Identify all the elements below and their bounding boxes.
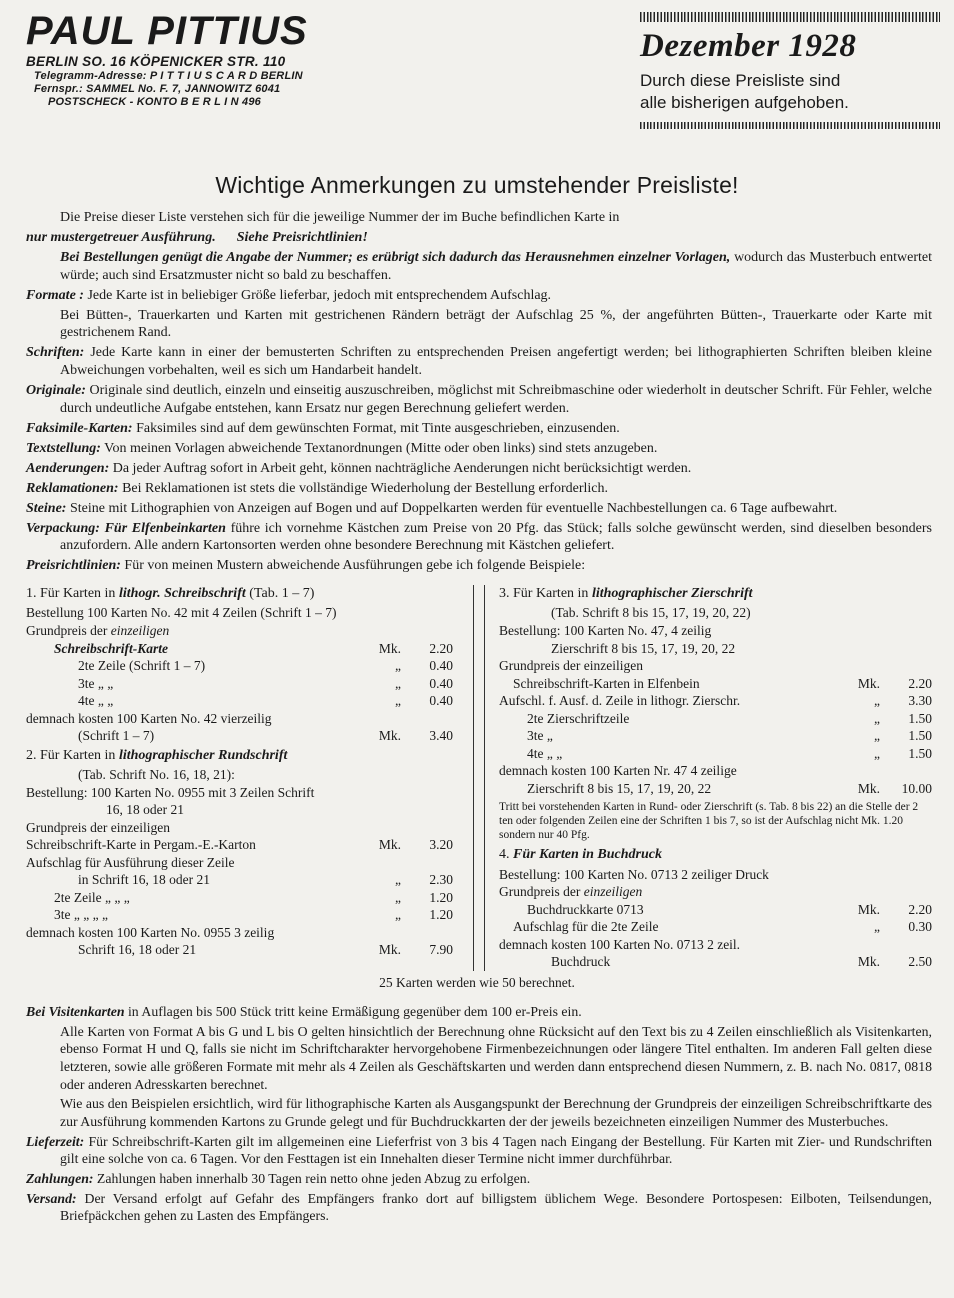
- example-1-row-0-amt: 2.20: [429, 640, 454, 656]
- note-preisrichtlinien-lead: Preisrichtlinien:: [26, 558, 121, 574]
- note-preisrichtlinien: [26, 557, 932, 575]
- example-3-total-sub: Zierschrift 8 bis 15, 17, 19, 20, 22: [527, 780, 712, 796]
- note-aenderungen-rest: Da jeder Auftrag sofort in Arbeit geht, können nachträgliche Aenderungen nicht berücksichtigt werden.: [109, 460, 692, 476]
- example-4-row: [499, 901, 932, 919]
- issue-block: [640, 12, 940, 129]
- example-3-heading-italic: lithographischer Zierschrift: [591, 586, 753, 602]
- pricing-examples: [0, 585, 954, 971]
- example-4-total-label: demnach kosten 100 Karten No. 0713 2 zeil.: [499, 936, 741, 952]
- note-faksimile: [26, 420, 932, 438]
- example-2-row: [26, 836, 453, 854]
- intro-line-2: [26, 229, 932, 247]
- example-4-row-1-label: Aufschlag für die 2te Zeile: [513, 919, 659, 935]
- intro-italic: nur mustergetreuer Ausführung.: [26, 229, 216, 245]
- example-1-row-2-cur: „: [395, 675, 402, 691]
- example-4-total-sub: Buchdruck: [551, 954, 611, 970]
- example-1-total-label: demnach kosten 100 Karten No. 42 vierzeilig: [26, 710, 272, 726]
- example-4-row-1-amt: 0.30: [908, 919, 932, 935]
- note-aenderungen: [26, 460, 932, 478]
- note-schriften: [26, 344, 932, 380]
- example-4-row-1-cur: „: [874, 919, 880, 935]
- example-2-total-label: demnach kosten 100 Karten No. 0955 3 zeilig: [26, 924, 275, 940]
- example-4-order: Bestellung: 100 Karten No. 0713 2 zeiliger Druck: [499, 866, 769, 882]
- example-2-row-3-amt: 1.20: [429, 889, 454, 905]
- example-4-row-0-label: Buchdruckkarte 0713: [527, 901, 644, 917]
- example-1-heading: [26, 585, 453, 603]
- company-phone: Fernspr.: SAMMEL No. F. 7, JANNOWITZ 6041: [34, 83, 281, 95]
- example-4-heading-prefix: 4.: [499, 847, 513, 863]
- example-3-total-label: demnach kosten 100 Karten Nr. 47 4 zeilige: [499, 763, 737, 779]
- letterhead: [0, 0, 954, 150]
- issue-note-line-1: Durch diese Preisliste sind: [640, 71, 841, 91]
- example-3-heading-prefix: 3. Für Karten in: [499, 586, 592, 602]
- example-2-row-1-label: Aufschlag für Ausführung dieser Zeile: [26, 854, 235, 870]
- note-order-numbers: [26, 249, 932, 285]
- note-zahlungen-lead: Zahlungen:: [26, 1170, 94, 1186]
- example-3: [499, 585, 932, 842]
- example-2-base: Grundpreis der einzeiligen: [26, 819, 170, 835]
- example-3-row-1-amt: 3.30: [908, 693, 932, 709]
- example-2-row-4-amt: 1.20: [429, 907, 454, 923]
- example-1-row: [26, 640, 453, 658]
- example-3-row-4-amt: 1.50: [908, 745, 932, 761]
- note-schriften-lead: Schriften:: [26, 345, 85, 361]
- example-4: [499, 846, 932, 970]
- example-1-row-3-cur: „: [395, 693, 402, 709]
- example-2-heading-prefix: 2. Für Karten in: [26, 747, 119, 763]
- example-2-row-4-label: 3te „ „ „ „: [54, 907, 108, 923]
- example-3-heading-suffix: (Tab. Schrift 8 bis 15, 17, 19, 20, 22): [551, 605, 751, 621]
- note-faksimile-lead: Faksimile-Karten:: [26, 420, 133, 436]
- example-1-heading-italic: lithogr. Schreibschrift: [118, 586, 246, 602]
- note-order-numbers-strong: Bei Bestellungen genügt die Angabe der Nummer; es erübrigt sich dadurch das Herausnehmen einzelner Vorlagen,: [60, 249, 731, 265]
- example-1-total-amt: 3.40: [429, 728, 454, 744]
- note-originale: [26, 382, 932, 418]
- example-2: [26, 747, 453, 959]
- example-2-row-4-cur: „: [395, 907, 402, 923]
- note-visitenkarten-rest: in Auflagen bis 500 Stück tritt keine Ermäßigung gegenüber dem 100 er-Preis ein.: [124, 1003, 582, 1019]
- examples-column-right: [493, 585, 932, 971]
- example-1-row: [26, 692, 453, 710]
- note-visitenkarten-lead: Bei Visitenkarten: [26, 1003, 125, 1019]
- example-2-row: [26, 889, 453, 907]
- example-3-row-3-label: 3te „: [527, 728, 553, 744]
- example-1-total-sub: (Schrift 1 – 7): [78, 728, 155, 744]
- company-telegram: Telegramm-Adresse: P I T T I U S C A R D BERLIN: [34, 70, 303, 82]
- example-1-total: [26, 727, 453, 745]
- example-3-base: Grundpreis der einzeiligen: [499, 658, 643, 674]
- example-3-row-3-amt: 1.50: [908, 728, 932, 744]
- example-2-heading-suffix: (Tab. Schrift No. 16, 18, 21):: [78, 766, 235, 782]
- note-originale-lead: Originale:: [26, 383, 86, 399]
- note-formate-rest: Jede Karte ist in beliebiger Größe lieferbar, jedoch mit entsprechendem Aufschlag.: [83, 287, 552, 303]
- example-4-heading: [499, 846, 932, 864]
- note-textstellung: [26, 440, 932, 458]
- example-3-row-1-cur: „: [874, 693, 880, 709]
- example-1-base: Grundpreis der einzeiligen: [26, 622, 170, 638]
- note-preisrichtlinien-rest: Für von meinen Mustern abweichende Ausführungen gebe ich folgende Beispiele:: [120, 558, 586, 574]
- note-versand: [26, 1190, 932, 1225]
- example-1-row-1-cur: „: [395, 658, 402, 674]
- note-textstellung-lead: Textstellung:: [26, 440, 101, 456]
- intro-bold: Siehe Preisrichtlinien!: [236, 229, 368, 245]
- note-versand-lead: Versand:: [26, 1190, 77, 1206]
- intro-text-1: Die Preise dieser Liste verstehen sich für die jeweilige Nummer der im Buche befindlichen Karte in: [60, 210, 620, 225]
- example-2-row: [26, 906, 453, 924]
- example-1: [26, 585, 453, 745]
- note-verpackung: [26, 520, 932, 556]
- note-versand-rest: Der Versand erfolgt auf Gefahr des Empfängers franko dort auf billigstem üblichem Wege. Besondere Portospesen: Eilboten, Teilsendungen, Briefpäckchen gehen zu Lasten des Empfängers.: [60, 1190, 932, 1224]
- example-4-total-cur: Mk.: [857, 954, 880, 970]
- hatched-rule-bottom: [640, 122, 940, 129]
- note-zahlungen-rest: Zahlungen haben innerhalb 30 Tagen rein netto ohne jeden Abzug zu erfolgen.: [93, 1170, 531, 1186]
- note-calculation-basis-rest: Wie aus den Beispielen ersichtlich, wird für lithographische Karten als Ausgangspunkt der Berechnung der Grundpreis der einzeiligen Schreibschriftkarte des zur Ausführung kommenden Kartons zu Grunde gelegt und für Buchdruckkarten der der jeweils bezeichneten einzeiligen Nummer des Musterbuches.: [60, 1096, 932, 1129]
- example-2-row-0-cur: Mk.: [378, 837, 402, 853]
- note-schriften-rest: Jede Karte kann in einer der bemusterten Schriften zu entsprechenden Preisen angefertigt werden; bei lithographierten Schriften bleiben kleine Abweichungen vorbehalten, weil es sich um Handarbeit handelt.: [60, 345, 932, 379]
- note-steine-lead: Steine:: [26, 500, 67, 516]
- examples-column-left: [26, 585, 465, 971]
- example-1-row-1-amt: 0.40: [429, 658, 454, 674]
- note-formats: [26, 1023, 932, 1094]
- example-1-row-0-cur: Mk.: [378, 640, 402, 656]
- example-3-row-4-cur: „: [874, 745, 880, 761]
- note-lieferzeit-lead: Lieferzeit:: [26, 1133, 85, 1149]
- note-lieferzeit-rest: Für Schreibschrift-Karten gilt im allgemeinen eine Lieferfrist von 3 bis 4 Tagen nach Eingang der Bestellung. Für Karten mit Zier- und Rundschriften gilt eine solche von ca. 6 Tagen. Vor den Festtagen ist ein Innehalten dieser Termine nicht immer durchführbar.: [60, 1133, 932, 1167]
- example-2-total-amt: 7.90: [429, 942, 454, 958]
- example-1-total-cur: Mk.: [378, 728, 402, 744]
- example-1-row: [26, 657, 453, 675]
- example-2-total-cur: Mk.: [378, 942, 402, 958]
- example-3-total-amt: 10.00: [901, 780, 932, 796]
- example-1-row: [26, 675, 453, 693]
- example-3-row: [499, 727, 932, 745]
- note-reklamationen-lead: Reklamationen:: [26, 480, 119, 496]
- notes-body: [0, 209, 954, 575]
- example-2-heading-italic: lithographischer Rundschrift: [118, 747, 288, 763]
- example-2-heading: [26, 747, 453, 765]
- example-3-order-2: Zierschrift 8 bis 15, 17, 19, 20, 22: [551, 640, 736, 656]
- note-surcharge-rest: Bei Bütten-, Trauerkarten und Karten mit gestrichenen Rändern beträgt der Aufschlag 25 %, der angeführten Bütten-, Trauerkarte oder Karte mit gestrichenem Rand.: [60, 307, 932, 341]
- example-3-total-cur: Mk.: [857, 780, 880, 796]
- note-order-numbers-rest: wodurch das Musterbuch entwertet würde; auch sind Ersatzmuster nicht so bald zu beschaffen.: [60, 249, 932, 283]
- note-aenderungen-lead: Aenderungen:: [26, 460, 110, 476]
- example-1-row-1-label: 2te Zeile (Schrift 1 – 7): [78, 658, 206, 674]
- example-3-row: [499, 692, 932, 710]
- intro-line-1: [26, 209, 932, 227]
- example-1-heading-suffix: (Tab. 1 – 7): [245, 586, 315, 602]
- example-3-row-2-amt: 1.50: [908, 710, 932, 726]
- quantity-note: 25 Karten werden wie 50 berechnet.: [379, 974, 575, 990]
- example-2-total: [26, 941, 453, 959]
- note-visitenkarten: [26, 1003, 932, 1021]
- note-steine: [26, 500, 932, 518]
- column-divider: [473, 585, 485, 971]
- example-3-row-3-cur: „: [874, 728, 880, 744]
- note-faksimile-rest: Faksimiles sind auf dem gewünschten Format, mit Tinte ausgeschrieben, einzusenden.: [132, 420, 620, 436]
- example-4-row: [499, 918, 932, 936]
- example-1-row-3-label: 4te „ „: [78, 693, 114, 709]
- note-calculation-basis: [26, 1095, 932, 1130]
- example-3-heading: [499, 585, 932, 603]
- example-2-order-1: Bestellung: 100 Karten No. 0955 mit 3 Zeilen Schrift: [26, 784, 315, 800]
- issue-note-line-2: alle bisherigen aufgehoben.: [640, 93, 849, 113]
- note-formats-rest: Alle Karten von Format A bis G und L bis O gelten hinsichtlich der Berechnung ohne Rücksicht auf den Text bis zu 4 Zeilen einschließlich als Visitenkarten, ebenso Format H und Q, falls sie nicht im Schriftcharakter hervorgehobene Firmenbezeichnungen oder längere Titel enthalten. Im anderen Fall gelten diese letzteren, sowie alle größeren Formate mit mehr als 4 Zeilen als Geschäftskarten und werden dann entsprechend diesen Nummern, z. B. nach No. 0817, 0818 oder anderen Adresskarten berechnet.: [60, 1023, 932, 1092]
- example-2-row-0-amt: 3.20: [429, 837, 454, 853]
- example-3-total: [499, 780, 932, 798]
- example-3-footnote: Tritt bei vorstehenden Karten in Rund- oder Zierschrift (s. Tab. 8 bis 22) an die Stelle der 2 ten oder folgenden Zeilen eine der Schriften 1 bis 7, so ist der Aufschlag nicht Mk. 1.20 sondern nur 40 Pfg.: [499, 801, 919, 842]
- example-4-total: [499, 953, 932, 971]
- example-1-heading-prefix: 1. Für Karten in: [26, 586, 119, 602]
- example-4-total-amt: 2.50: [908, 954, 932, 970]
- example-1-order: Bestellung 100 Karten No. 42 mit 4 Zeilen (Schrift 1 – 7): [26, 605, 337, 621]
- example-4-heading-italic: Für Karten in Buchdruck: [513, 847, 662, 863]
- note-reklamationen: [26, 480, 932, 498]
- example-2-row: [26, 854, 453, 872]
- example-2-order-2: 16, 18 oder 21: [106, 802, 184, 818]
- example-1-row-2-amt: 0.40: [429, 675, 454, 691]
- example-4-base: Grundpreis der einzeiligen: [499, 884, 643, 900]
- example-1-row-2-label: 3te „ „: [78, 675, 114, 691]
- note-reklamationen-rest: Bei Reklamationen ist stets die vollständige Wiederholung der Bestellung erforderlich.: [118, 480, 609, 496]
- example-3-row-2-label: 2te Zierschriftzeile: [527, 710, 630, 726]
- note-formate-lead: Formate :: [26, 287, 84, 303]
- issue-date: Dezember 1928: [640, 28, 857, 64]
- example-4-row-0-amt: 2.20: [908, 901, 932, 917]
- note-lieferzeit: [26, 1133, 932, 1168]
- example-3-row-0-cur: Mk.: [857, 675, 880, 691]
- example-3-row: [499, 710, 932, 728]
- example-2-row-2-label: in Schrift 16, 18 oder 21: [78, 872, 210, 888]
- example-2-row-0-label: Schreibschrift-Karte in Pergam.-E.-Karton: [26, 837, 256, 853]
- note-originale-rest: Originale sind deutlich, einzeln und einseitig auszuschreiben, möglichst mit Schreibmaschine oder wiederholt in deutscher Schrift. Für Fehler, welche durch undeutliche Aufgabe entstehen, kann Ersatz nur gegen Berechnung geliefert werden.: [60, 383, 932, 417]
- example-3-row-2-cur: „: [874, 710, 880, 726]
- example-2-total-sub: Schrift 16, 18 oder 21: [78, 942, 197, 958]
- example-3-row: [499, 675, 932, 693]
- example-3-row-4-label: 4te „ „: [527, 745, 563, 761]
- example-2-row-2-cur: „: [395, 872, 402, 888]
- note-formate: [26, 287, 932, 305]
- example-4-row-0-cur: Mk.: [857, 901, 880, 917]
- example-2-row: [26, 871, 453, 889]
- hatched-rule-top: [640, 12, 940, 22]
- example-3-row: [499, 745, 932, 763]
- company-postcheck: POSTSCHECK - KONTO B E R L I N 496: [48, 96, 261, 108]
- company-name: PAUL PITTIUS: [26, 9, 308, 53]
- note-surcharge: [26, 307, 932, 343]
- note-zahlungen: [26, 1170, 932, 1188]
- page-title: Wichtige Anmerkungen zu umstehender Preisliste!: [215, 172, 739, 198]
- example-1-row-3-amt: 0.40: [429, 693, 454, 709]
- company-address: BERLIN SO. 16 KÖPENICKER STR. 110: [26, 54, 286, 69]
- example-3-order-1: Bestellung: 100 Karten No. 47, 4 zeilig: [499, 622, 712, 638]
- note-verpackung-lead: Verpackung: Für Elfenbeinkarten: [26, 520, 226, 536]
- example-3-row-1-label: Aufschl. f. Ausf. d. Zeile in lithogr. Zierschr.: [499, 693, 741, 709]
- note-verpackung-rest: führe ich vornehme Kästchen zum Preise von 20 Pfg. das Stück; falls solche gewünscht werden, sind dieselben besonders anzufordern. Alle andern Kartonsorten werden ohne besondere Berechnung mit Kästchen geliefert.: [60, 520, 932, 554]
- note-steine-rest: Steine mit Lithographien von Anzeigen auf Bogen und auf Doppelkarten werden für eventuelle Nachbestellungen ca. 6 Tage aufbewahrt.: [66, 500, 838, 516]
- example-2-row-2-amt: 2.30: [429, 872, 454, 888]
- example-3-row-0-label: Schreibschrift-Karten in Elfenbein: [513, 675, 700, 691]
- footer-notes: [0, 995, 954, 1225]
- example-2-row-3-label: 2te Zeile „ „ „: [54, 889, 130, 905]
- example-2-row-3-cur: „: [395, 889, 402, 905]
- note-textstellung-rest: Von meinen Vorlagen abweichende Textanordnungen (Mitte oder oben links) sind stets anzugeben.: [100, 440, 658, 456]
- example-1-row-0-label: Schreibschrift-Karte: [54, 640, 169, 656]
- example-3-row-0-amt: 2.20: [908, 675, 932, 691]
